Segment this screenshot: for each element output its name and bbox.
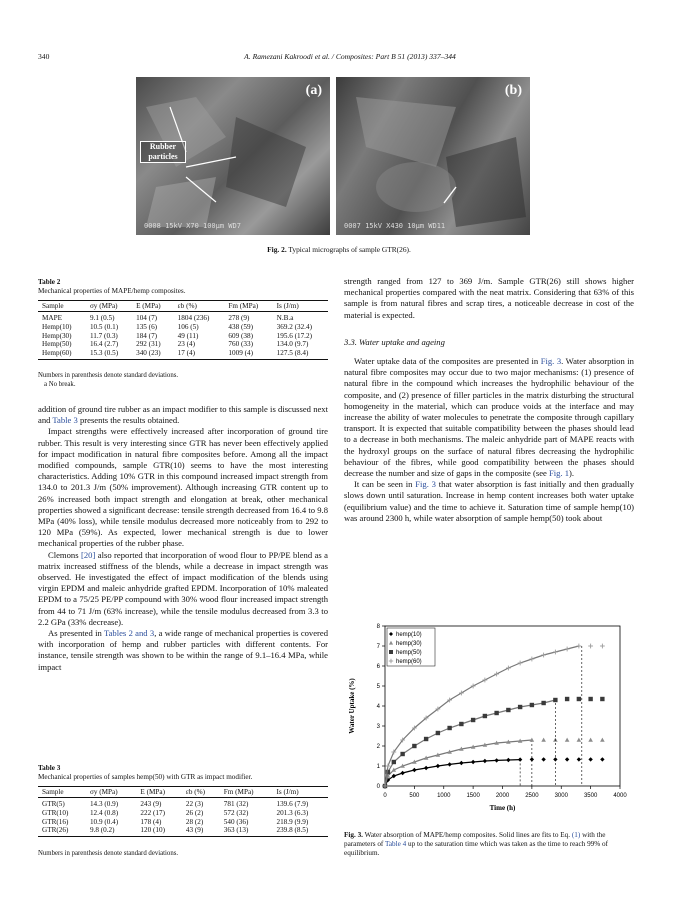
table2-cell: 195.6 (17.2)	[276, 331, 312, 340]
data-point-hemp(50)	[588, 697, 592, 701]
data-point-hemp(30)	[577, 738, 582, 742]
x-tick-label: 500	[409, 793, 420, 799]
table3-notes	[38, 850, 178, 859]
table3-header: E (MPa)	[136, 787, 181, 798]
right-column-text	[344, 276, 634, 524]
table3-row	[38, 798, 328, 809]
y-tick-label: 1	[376, 764, 380, 770]
table3-cell: 201.3 (6.3)	[276, 808, 309, 817]
micrograph-b	[336, 77, 530, 235]
legend-label: hemp(50)	[396, 650, 422, 657]
table2-cell: 184 (7)	[136, 331, 158, 340]
table2-cell: 369.2 (32.4)	[276, 322, 312, 331]
table2-cell: 16.4 (2.7)	[89, 340, 119, 349]
left-paragraph-2: Impact strengths were effectively increased after incorporation of ground tire rubber. This result is very interesting since GTR has never been effectively applied for impact modification in natural fibre composites before. Among all the impact modified compounds, sample GTR(10) seems to have the most interesting characteristics. Adding 10% GTR in this compound increased impact strength from 134.0 to 201.3 J/m (50% improvement). Although increasing GTR content up to 26% increased both impact strength and elongation at break, other mechanical properties showed a significant decrease: tensile strength decreased from 16.4 to 9.8 MPa (40% loss), while tensile modulus decreased more noticeably from to 292 to 120 MPa (59%). As expected, lower mechanical strength is due to lower mechanical properties of the rubber phase.	[38, 426, 328, 549]
table3-cell: 10.9 (0.4)	[89, 817, 119, 826]
data-point-hemp(50)	[565, 697, 569, 701]
fit-line-hemp(50)	[385, 700, 555, 786]
data-point-hemp(50)	[447, 726, 451, 730]
data-point-hemp(10)	[471, 760, 475, 764]
data-point-hemp(10)	[541, 757, 545, 761]
table2-header: Sample	[38, 301, 86, 312]
table2-cell: 1009 (4)	[224, 349, 272, 359]
table2-cell: 10.5 (0.1)	[89, 322, 119, 331]
table3-cell: 178 (4)	[140, 817, 162, 826]
data-point-hemp(50)	[471, 718, 475, 722]
legend-marker	[389, 650, 393, 654]
fit-line-hemp(10)	[385, 760, 520, 786]
data-point-hemp(10)	[577, 757, 581, 761]
table2-cell: 104 (7)	[136, 314, 158, 322]
table3-cell: 28 (2)	[185, 817, 204, 826]
data-point-hemp(50)	[459, 722, 463, 726]
data-point-hemp(30)	[600, 738, 605, 742]
table3-cell: 540 (36)	[223, 817, 249, 826]
data-point-hemp(50)	[400, 752, 404, 756]
micrograph-b-texture	[336, 77, 530, 235]
table2-header: Is (J/m)	[273, 301, 328, 312]
data-point-hemp(50)	[483, 714, 487, 718]
data-point-hemp(30)	[565, 738, 570, 742]
table2-row	[38, 312, 328, 323]
legend-label: hemp(10)	[396, 632, 422, 639]
table3-header: Sample	[38, 787, 86, 798]
right-paragraph-2: Water uptake data of the composites are presented in Fig. 3. Water absorption in natural fibre composites may occur due to two major mechanisms: (1) presence of natural fibre in the compound which increases the hydrophilic behaviour of the composite, and (2) presence of filler particles in the matrix disturbing the structural homogeneity in the material, which can produce voids at the interface and may increase the ability of water molecules to penetrate the composite through capillary transport. It is expected that suitable compatibility between the phases should lead to a decrease in both mechanisms. The maleic anhydride part of MAPE reacts with the hydroxyl groups on the surface of natural fibres decreasing the hydrophilic behaviour of the fibres, while good compatibility between the phases should decrease the number and size of gaps in the composite (see Fig. 1).	[344, 356, 634, 479]
table3-cell: 139.6 (7.9)	[276, 800, 309, 808]
table3-cell: 9.8 (0.2)	[86, 826, 136, 836]
table2-row	[38, 323, 328, 332]
data-point-hemp(50)	[530, 703, 534, 707]
y-tick-label: 0	[376, 784, 380, 790]
table3-link[interactable]: Table 3	[52, 415, 78, 426]
table3-cell: 239.8 (8.5)	[272, 826, 328, 836]
data-point-hemp(10)	[412, 768, 416, 772]
legend-label: hemp(30)	[396, 641, 422, 648]
x-tick-label: 1000	[437, 793, 451, 799]
figure3-caption-label: Fig. 3.	[344, 831, 363, 839]
left-paragraph-1: addition of ground tire rubber as an impact modifier to this sample is discussed next and Table 3 presents the results obtained.	[38, 404, 328, 426]
water-uptake-chart	[340, 620, 630, 820]
table2-cell: 609 (38)	[228, 331, 253, 340]
table3-header: Is (J/m)	[272, 787, 328, 798]
table2-cell: 9.1 (0.5)	[89, 314, 115, 322]
panel-a-info: 0008 15kV X70 100µm WD7	[144, 222, 241, 230]
table4-link[interactable]: Table 4	[384, 840, 407, 848]
data-point-hemp(10)	[494, 758, 498, 762]
fig3-link[interactable]: Fig. 3	[540, 356, 562, 367]
running-head: A. Ramezani Kakroodi et al. / Composites: Part B 51 (2013) 337–344	[244, 52, 456, 61]
table2-cell: 292 (31)	[136, 340, 161, 349]
x-tick-label: 3000	[554, 793, 568, 799]
data-point-hemp(50)	[577, 697, 581, 701]
table3-cell: GTR(5)	[42, 800, 65, 808]
table3-cell: GTR(10)	[42, 808, 69, 817]
table2-cell: 135 (6)	[136, 322, 158, 331]
data-point-hemp(10)	[447, 762, 451, 766]
data-point-hemp(10)	[436, 764, 440, 768]
data-point-hemp(30)	[541, 738, 546, 742]
table3-header: Fm (MPa)	[220, 787, 273, 798]
data-point-hemp(10)	[459, 761, 463, 765]
x-tick-label: 1500	[466, 793, 480, 799]
table3-header-row	[38, 787, 328, 798]
table3-caption	[38, 764, 252, 782]
right-paragraph-1: strength ranged from 127 to 369 J/m. Sample GTR(26) still shows higher mechanical properties compared with the neat matrix. Considering that 63% of this sample is from natural fibres and scrap tires, a noticeable decrease in cost of the material is expected.	[344, 276, 634, 320]
data-point-hemp(10)	[506, 758, 510, 762]
left-paragraph-4: As presented in Tables 2 and 3, a wide range of mechanical properties is covered with incorporation of hemp and rubber particles with different contents. For instance, tensile strength was shown to be within the range of 9.1–16.4 MPa, while impact	[38, 628, 329, 672]
x-tick-label: 2000	[495, 793, 510, 799]
table2-cell: 278 (9)	[228, 314, 250, 322]
table2-cell: 1804 (236)	[177, 314, 210, 322]
fig1-link[interactable]: Fig. 1	[548, 468, 570, 479]
section-heading: 3.3. Water uptake and ageing	[344, 336, 445, 347]
data-point-hemp(10)	[565, 757, 569, 761]
y-tick-label: 8	[376, 624, 380, 630]
table3-row	[38, 818, 328, 827]
table3-title: Mechanical properties of samples hemp(50) with GTR as impact modifier.	[38, 773, 253, 781]
table2-header: σy (MPa)	[86, 301, 132, 312]
data-point-hemp(10)	[483, 759, 487, 763]
table2-row	[38, 332, 328, 341]
table3-header: σy (MPa)	[86, 787, 136, 798]
table2-note2: a No break.	[44, 380, 76, 388]
data-point-hemp(50)	[436, 731, 440, 735]
table2-notes	[38, 372, 178, 389]
table3-row	[38, 809, 328, 818]
table2	[38, 300, 328, 360]
table3-cell: 43 (9)	[182, 826, 220, 836]
x-tick-label: 0	[383, 793, 387, 799]
table2-cell: Hemp(50)	[42, 340, 72, 349]
table3-note1: Numbers in parenthesis denote standard deviations.	[38, 850, 179, 857]
y-tick-label: 6	[376, 664, 380, 670]
data-point-hemp(30)	[588, 738, 593, 742]
table2-cell: 49 (11)	[177, 331, 199, 340]
table2-cell: 438 (59)	[228, 322, 253, 331]
table2-cell: 15.3 (0.5)	[86, 349, 132, 359]
tables-2-3-link[interactable]: Tables 2 and 3	[103, 628, 155, 639]
x-tick-label: 2500	[525, 793, 539, 799]
table2-row	[38, 340, 328, 349]
y-tick-label: 4	[376, 704, 380, 710]
figure2-caption	[0, 245, 678, 254]
table3-header: εb (%)	[182, 787, 220, 798]
data-point-hemp(10)	[588, 757, 592, 761]
table2-note1: Numbers in parenthesis denote standard deviations.	[38, 372, 179, 379]
figure3-chart	[340, 620, 630, 820]
table2-row	[38, 349, 328, 359]
table2-header-row	[38, 301, 328, 312]
figure2-caption-label: Fig. 2.	[267, 245, 287, 254]
data-point-hemp(50)	[553, 698, 557, 702]
figure3-caption: Fig. 3. Water absorption of MAPE/hemp composites. Solid lines are fits to Eq. (1) with the parameters of Table 4 up to the saturation time which was taken as the time to reach 99% of equilibrium.	[344, 831, 609, 857]
data-point-hemp(50)	[518, 705, 522, 709]
table3-row	[38, 826, 328, 836]
page-number: 340	[38, 52, 50, 61]
table2-header: Fm (MPa)	[224, 301, 272, 312]
data-point-hemp(10)	[424, 766, 428, 770]
table2-cell: 17 (4)	[174, 349, 225, 359]
legend-marker	[389, 632, 393, 636]
data-point-hemp(10)	[600, 757, 604, 761]
table3-cell: 222 (17)	[140, 808, 165, 817]
table2-cell: MAPE	[42, 314, 62, 322]
data-point-hemp(50)	[494, 711, 498, 715]
legend-marker	[389, 641, 393, 645]
table3-label: Table 3	[38, 764, 61, 772]
table3-cell: 22 (3)	[185, 800, 204, 808]
table2-cell: 340 (23)	[132, 349, 174, 359]
table3-cell: 120 (10)	[136, 826, 181, 836]
table2-caption	[38, 278, 186, 296]
panel-b-info: 0007 15kV X430 10µm WD11	[344, 222, 446, 230]
table2-title: Mechanical properties of MAPE/hemp composites.	[38, 287, 186, 295]
data-point-hemp(10)	[400, 771, 404, 775]
y-tick-label: 5	[376, 684, 380, 690]
right-paragraph-3: It can be seen in Fig. 3 that water absorption is fast initially and then gradually slows down until saturation. Increase in hemp content increases both water uptake (equilibrium value) and the time to achieve it. Saturation time of sample hemp(10) was around 2300 h, while water absorption of sample hemp(50) took about	[344, 479, 634, 523]
table3	[38, 786, 328, 837]
table2-header: εb (%)	[174, 301, 225, 312]
table3-cell: 14.3 (0.9)	[89, 800, 119, 808]
data-point-hemp(10)	[518, 757, 522, 761]
table2-cell: 760 (33)	[228, 340, 253, 349]
table2-cell: 23 (4)	[177, 340, 196, 349]
table3-cell: GTR(16)	[42, 817, 69, 826]
legend-label: hemp(60)	[396, 659, 422, 666]
x-tick-label: 4000	[613, 793, 627, 799]
table3-cell: 12.4 (0.8)	[89, 808, 119, 817]
fig3-link-2[interactable]: Fig. 3	[415, 479, 436, 490]
y-tick-label: 7	[376, 644, 380, 650]
data-point-hemp(50)	[424, 737, 428, 741]
table2-cell: 127.5 (8.4)	[273, 349, 328, 359]
table2-cell: 106 (5)	[177, 322, 199, 331]
table3-cell: 572 (32)	[223, 808, 249, 817]
ref-20-link[interactable]: [20]	[81, 549, 96, 560]
table3-cell: 243 (9)	[140, 800, 162, 808]
table3-cell: 781 (32)	[223, 800, 249, 808]
table3-cell: 26 (2)	[185, 808, 204, 817]
left-paragraph-3: Clemons [20] also reported that incorporation of wood flour to PP/PE blend as a matrix increased stiffness of the blends, while a decrease in impact strength was observed. He investigated the effect of impact modification of the blends using virgin EPDM and maleic anhydride grafted EPDM. Incorporation of 10% maleated EPDM to a 75/25 PE/PP compound with 30% wood flour increased impact strength from 44 to 71 J/m (63% increase), while the tensile modulus decreased from 3.3 to 2.2 GPa (33% decrease).	[38, 549, 328, 627]
figure2-caption-text: Typical micrographs of sample GTR(26).	[286, 245, 411, 254]
table2-label: Table 2	[38, 278, 61, 286]
panel-b-label: (b)	[504, 83, 522, 98]
table2-cell: Hemp(30)	[42, 331, 72, 340]
table2-cell: Hemp(60)	[38, 349, 86, 359]
fit-line-hemp(60)	[385, 646, 579, 786]
y-tick-label: 2	[376, 744, 380, 750]
table2-header: E (MPa)	[132, 301, 174, 312]
data-point-hemp(50)	[392, 760, 396, 764]
eq1-link[interactable]: (1)	[571, 831, 581, 839]
y-tick-label: 3	[376, 724, 380, 730]
table2-cell: Hemp(10)	[42, 322, 72, 331]
table2-cell: N.B.a	[276, 314, 294, 322]
x-axis-label: Time (h)	[489, 804, 516, 812]
data-point-hemp(50)	[506, 708, 510, 712]
panel-a-label: (a)	[305, 83, 322, 98]
x-tick-label: 3500	[583, 793, 598, 799]
left-column-text	[38, 404, 328, 673]
table3-cell: 218.9 (9.9)	[276, 817, 309, 826]
data-point-hemp(50)	[541, 701, 545, 705]
rubber-particles-annotation: Rubber particles	[140, 141, 186, 163]
y-axis-label: Water Uptake (%)	[348, 678, 356, 734]
data-point-hemp(50)	[600, 697, 604, 701]
table2-cell: 11.7 (0.3)	[89, 331, 118, 340]
data-point-hemp(50)	[412, 744, 416, 748]
table3-cell: 363 (13)	[220, 826, 273, 836]
table3-cell: GTR(26)	[38, 826, 86, 836]
table2-cell: 134.0 (9.7)	[276, 340, 309, 349]
micrograph-a	[136, 77, 330, 235]
